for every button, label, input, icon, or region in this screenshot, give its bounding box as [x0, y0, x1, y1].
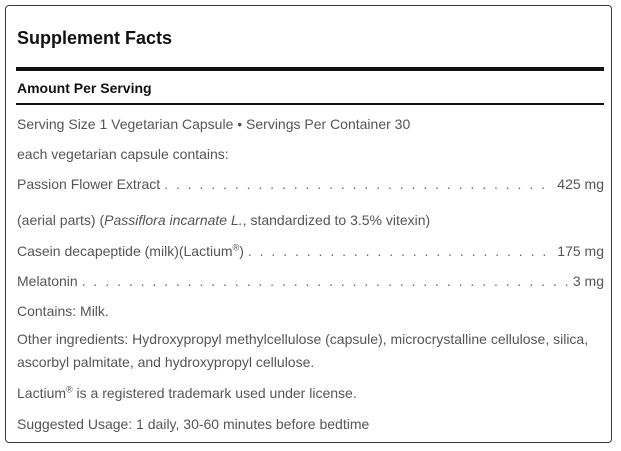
ingredient-amount: 3 mg	[572, 273, 604, 289]
thin-divider	[16, 103, 604, 105]
suggested-usage: Suggested Usage: 1 daily, 30-60 minutes before bedtime	[17, 416, 370, 432]
contains-intro: each vegetarian capsule contains:	[17, 146, 229, 162]
ingredient-row-melatonin	[17, 272, 604, 290]
leader-dots	[164, 175, 553, 193]
serving-size-line: Serving Size 1 Vegetarian Capsule • Servings Per Container 30	[17, 116, 411, 132]
amount-per-serving-header: Amount Per Serving	[17, 80, 152, 96]
thick-divider	[16, 67, 604, 71]
other-ingredients: Other ingredients: Hydroxypropyl methylcellulose (capsule), microcrystalline cellulose, silica, ascorbyl palmitate, and hydroxypropyl cellulose.	[17, 331, 589, 370]
ingredient-row-casein	[17, 242, 604, 260]
leader-dots	[82, 272, 569, 290]
panel-title: Supplement Facts	[17, 28, 173, 48]
ingredient-name: Melatonin	[17, 273, 78, 289]
trademark-notice: Lactium® is a registered trademark used under license.	[17, 384, 357, 401]
detail-prefix: (aerial parts) (	[17, 212, 105, 228]
ingredient-row-passion-flower	[17, 175, 604, 193]
ingredient-name: Casein decapeptide (milk)(Lactium®)	[17, 242, 244, 259]
supplement-facts-panel	[5, 5, 612, 443]
detail-suffix: , standardized to 3.5% vitexin)	[242, 212, 431, 228]
ingredient-amount: 175 mg	[557, 243, 604, 259]
contains-allergen: Contains: Milk.	[17, 303, 109, 319]
leader-dots	[248, 242, 553, 260]
ingredient-amount: 425 mg	[557, 176, 604, 192]
ingredient-name: Passion Flower Extract	[17, 176, 161, 192]
latin-name: Passiflora incarnate L.	[104, 212, 243, 228]
passion-flower-detail	[17, 211, 604, 229]
